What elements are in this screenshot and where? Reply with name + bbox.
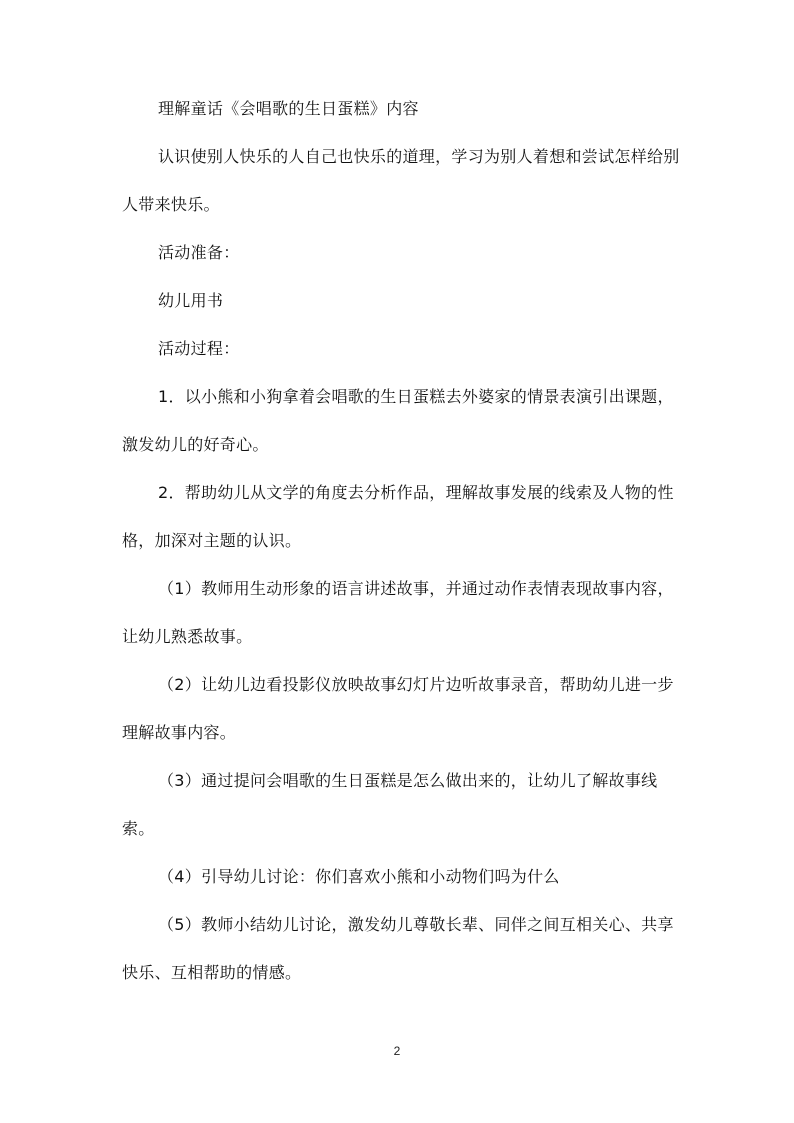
paragraph-step-1: 1．以小熊和小狗拿着会唱歌的生日蛋糕去外婆家的情景表演引出课题，激发幼儿的好奇心。 — [122, 387, 674, 454]
paragraph-substep-2: （2）让幼儿边看投影仪放映故事幻灯片边听故事录音，帮助幼儿进一步理解故事内容。 — [122, 675, 674, 742]
heading-preparation: 活动准备： — [158, 243, 240, 262]
paragraph-substep-3: （3）通过提问会唱歌的生日蛋糕是怎么做出来的，让幼儿了解故事线索。 — [122, 771, 658, 838]
paragraph-step-2: 2．帮助幼儿从文学的角度去分析作品，理解故事发展的线索及人物的性格，加深对主题的认识。 — [122, 483, 674, 550]
paragraph-substep-4: （4）引导幼儿讨论：你们喜欢小熊和小动物们吗为什么 — [158, 867, 560, 886]
page-number: 2 — [393, 1044, 401, 1058]
paragraph-materials: 幼儿用书 — [158, 291, 224, 310]
paragraph-objective-2: 认识使别人快乐的人自己也快乐的道理，学习为别人着想和尝试怎样给别人带来快乐。 — [122, 147, 680, 214]
paragraph-objective-1: 理解童话《会唱歌的生日蛋糕》内容 — [158, 99, 419, 118]
paragraph-substep-5: （5）教师小结幼儿讨论，激发幼儿尊敬长辈、同伴之间互相关心、共享快乐、互相帮助的情感。 — [122, 915, 674, 982]
paragraph-substep-1: （1）教师用生动形象的语言讲述故事，并通过动作表情表现故事内容，让幼儿熟悉故事。 — [122, 579, 674, 646]
heading-process: 活动过程： — [158, 339, 240, 358]
